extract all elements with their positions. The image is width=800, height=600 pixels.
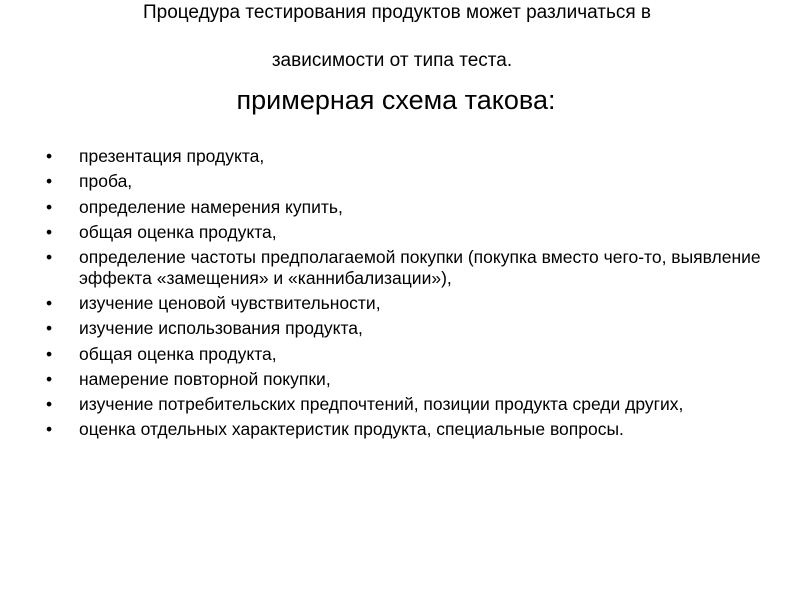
list-item	[46, 394, 766, 415]
title-line-1: Процедура тестирования продуктов может различаться в	[142, 2, 652, 23]
list-item	[46, 369, 766, 390]
list-item-text: изучение использования продукта,	[79, 318, 363, 339]
title-line-2: зависимости от типа теста.	[271, 50, 513, 71]
list-item-text: общая оценка продукта,	[79, 221, 277, 242]
list-item	[46, 293, 766, 314]
list-item	[46, 197, 766, 218]
list-item	[46, 344, 766, 365]
bullet-icon: •	[46, 419, 53, 440]
list-item	[46, 247, 766, 288]
bullet-icon: •	[46, 221, 53, 242]
bullet-icon: •	[46, 394, 53, 415]
subtitle: примерная схема такова:	[236, 85, 556, 115]
list-item-text: определение частоты предполагаемой покупки (покупка вместо чего-то, выявление эффекта «замещения» и «каннибализации»),	[79, 247, 761, 288]
bullet-icon: •	[46, 247, 53, 268]
bullet-icon: •	[46, 368, 53, 389]
list-item	[46, 171, 766, 192]
list-item-text: определение намерения купить,	[79, 196, 343, 217]
list-item-text: намерение повторной покупки,	[79, 368, 331, 389]
list-item-text: изучение потребительских предпочтений, позиции продукта среди других,	[79, 394, 684, 415]
bullet-icon: •	[46, 171, 53, 192]
bullet-icon: •	[46, 318, 53, 339]
bullet-icon: •	[46, 196, 53, 217]
list-item-text: презентация продукта,	[79, 146, 265, 166]
list-item	[46, 146, 766, 167]
bullet-list	[46, 146, 766, 445]
list-item-text: оценка отдельных характеристик продукта, специальные вопросы.	[79, 419, 624, 440]
list-item	[46, 419, 766, 440]
bullet-icon: •	[46, 343, 53, 364]
list-item	[46, 318, 766, 339]
bullet-icon: •	[46, 292, 53, 313]
bullet-icon: •	[46, 146, 53, 166]
list-item	[46, 222, 766, 243]
list-item-text: изучение ценовой чувствительности,	[79, 292, 381, 313]
list-item-text: общая оценка продукта,	[79, 343, 277, 364]
list-item-text: проба,	[79, 171, 133, 192]
